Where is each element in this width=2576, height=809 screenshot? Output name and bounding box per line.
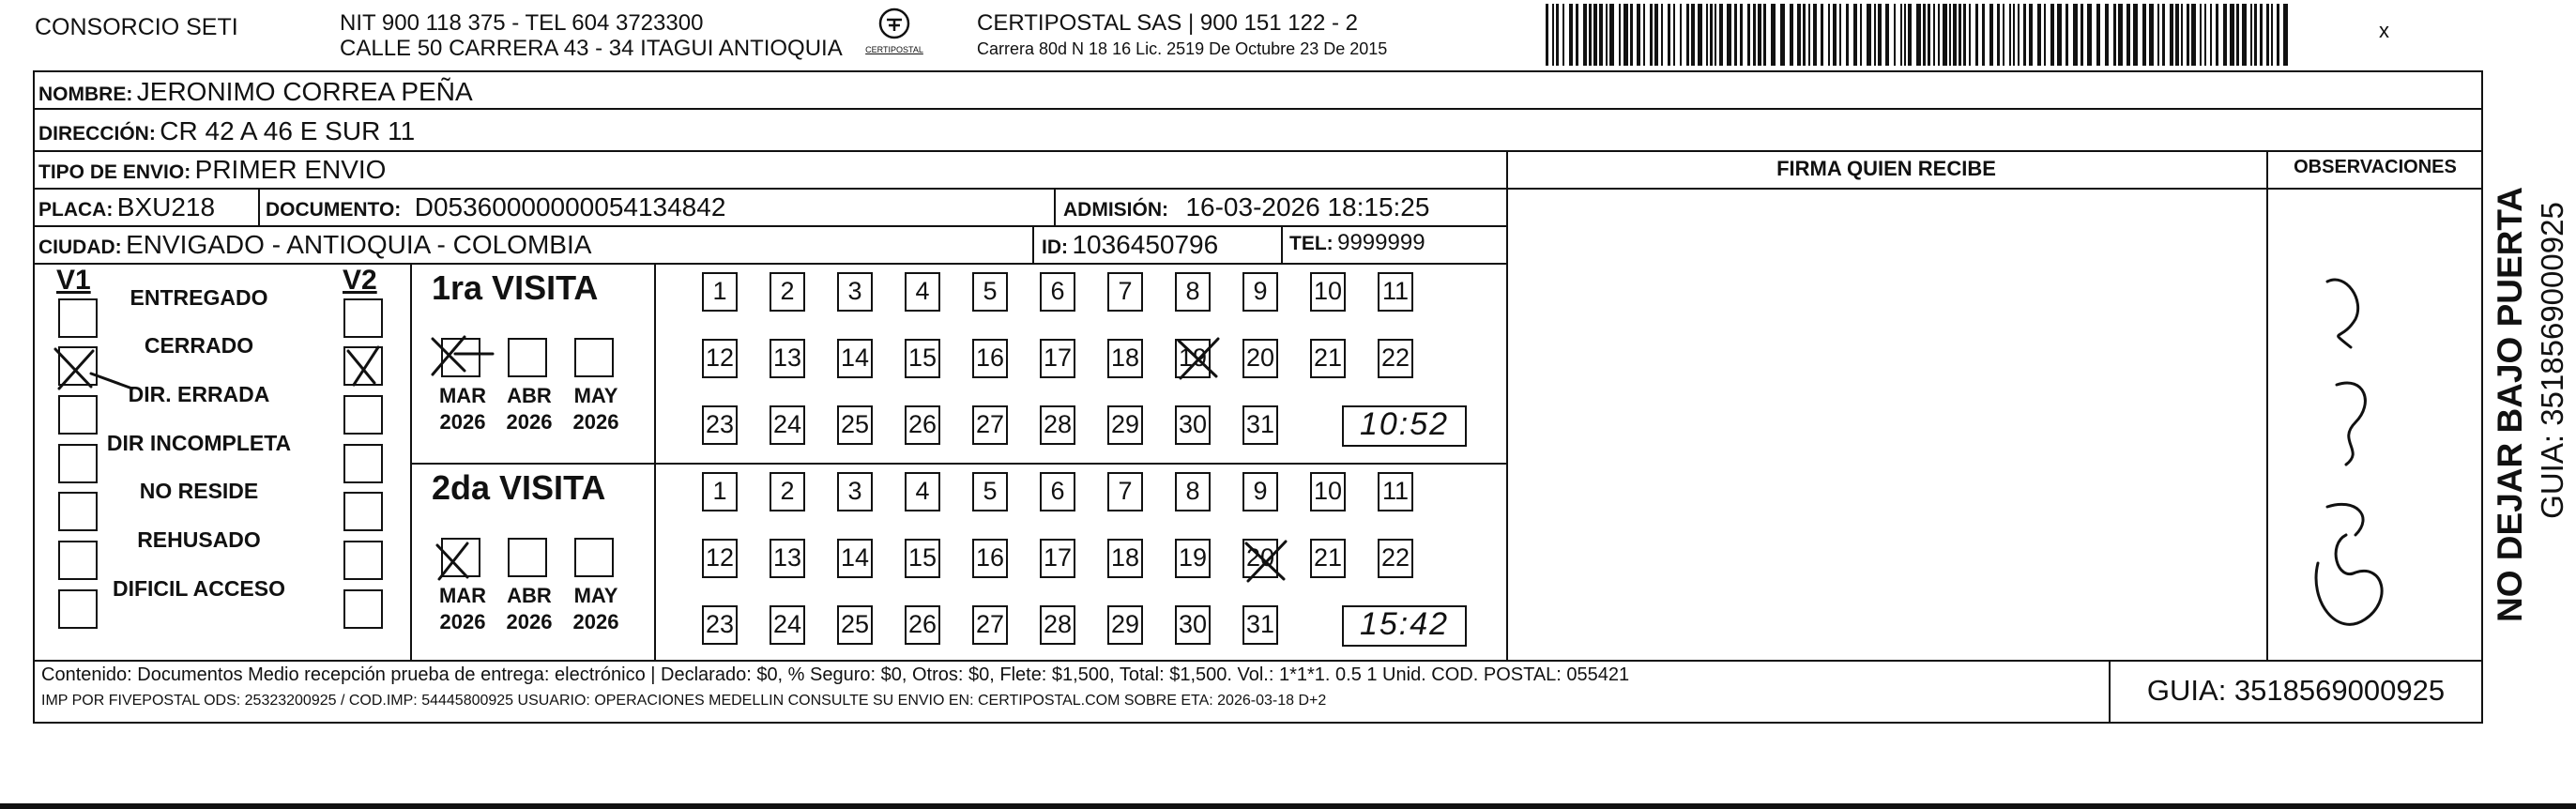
status-label: NO RESIDE [139,479,259,503]
barcode-bar [2271,4,2273,66]
barcode-bar [1763,4,1766,66]
barcode-bar [1619,4,1621,66]
side-no-dejar: NO DEJAR BAJO PUERTA [2491,187,2529,622]
day-box[interactable]: 28 [1040,405,1075,445]
id-value: 1036450796 [1072,230,1219,259]
barcode-bar [2113,4,2116,66]
status-v2-checkbox[interactable] [343,589,383,629]
barcode-bar [1771,4,1776,66]
barcode-bar [2223,4,2227,66]
visit-year-label: 2026 [439,610,486,633]
status-label: DIR INCOMPLETA [106,431,292,455]
barcode-bar [2191,4,2196,66]
barcode-bar [1562,4,1564,66]
barcode-bar [1900,4,1902,66]
documento-label: DOCUMENTO: [266,199,402,221]
barcode-bar [1706,4,1708,66]
barcode-bar [2181,4,2183,66]
direccion-value: CR 42 A 46 E SUR 11 [160,116,416,145]
day-box[interactable]: 12 [702,539,738,578]
day-box[interactable]: 31 [1242,605,1278,645]
barcode-bar [2037,4,2041,66]
logo-text: CERTIPOSTAL [865,45,923,54]
barcode-bar [1790,4,1793,66]
barcode-bar [2216,4,2218,66]
barcode-bar [1904,4,1906,66]
day-box[interactable]: 30 [1175,605,1211,645]
barcode-bar [1963,4,1966,66]
visit-month-label: ABR [507,384,552,407]
day-box[interactable]: 30 [1175,405,1211,445]
status-label: CERRADO [144,333,254,358]
day-box[interactable]: 27 [972,605,1008,645]
barcode-bar [2009,4,2011,66]
address-line: CALLE 50 CARRERA 43 - 34 ITAGUI ANTIOQUIA [340,36,843,61]
day-box[interactable]: 3 [837,272,873,312]
barcode-bar [1839,4,1841,66]
barcode-bar [1938,4,1940,66]
barcode-bar [1916,4,1921,66]
barcode-bar [1780,4,1785,66]
day-box[interactable]: 24 [770,605,805,645]
barcode-bar [1982,4,1985,66]
visit2-month-mark [430,538,477,585]
barcode-bar [2018,4,2020,66]
barcode-bar [1821,4,1823,66]
visit1-month-mark [427,333,497,380]
barcode-bar [1878,4,1882,66]
visit-month-label: MAR [438,384,487,407]
visit-time-box[interactable]: 10:52 [1342,405,1467,447]
barcode-bar [1969,4,1971,66]
visit-month-label: ABR [507,584,552,607]
day-box[interactable]: 12 [702,339,738,378]
barcode-bar [2187,4,2189,66]
placa-row [38,192,215,222]
visit-month-checkbox[interactable] [508,338,547,377]
day-box[interactable]: 9 [1242,472,1278,511]
barcode-bar [1740,4,1743,66]
status-label: DIR. ERRADA [128,382,270,406]
visit-month-label: MAY [573,384,618,407]
visit-year-label: 2026 [572,410,619,434]
documento-row [266,192,725,222]
direccion-row [38,116,415,146]
barcode-bar [1989,4,1993,66]
barcode-bar [2162,4,2165,66]
barcode-bar [1623,4,1628,66]
barcode-bar [1753,4,1756,66]
placa-value: BXU218 [116,192,216,221]
admision-row [1063,192,1429,222]
status-v2-checkbox[interactable] [343,298,383,338]
tipo-row [38,155,386,185]
cerrado-v2-check [341,343,388,390]
day-box[interactable]: 10 [1310,472,1346,511]
barcode-bar [1828,4,1830,66]
ciudad-value: ENVIGADO - ANTIOQUIA - COLOMBIA [126,230,592,259]
status-v2-checkbox[interactable] [343,492,383,531]
status-label: REHUSADO [137,527,261,552]
barcode-bar [1943,4,1947,66]
barcode-bar [1928,4,1930,66]
status-v2-checkbox[interactable] [343,541,383,580]
day-box[interactable]: 29 [1107,405,1143,445]
barcode-bar [1975,4,1978,66]
day-box[interactable]: 14 [837,539,873,578]
barcode-bar [2029,4,2033,66]
barcode-bar [1734,4,1737,66]
barcode-bar [1797,4,1801,66]
day-box[interactable]: 25 [837,405,873,445]
barcode-bar [2065,4,2068,66]
barcode-bar [1923,4,1926,66]
day-box[interactable]: 24 [770,405,805,445]
barcode-bar [2003,4,2004,66]
admision-label: ADMISIÓN: [1063,199,1168,221]
id-row [1042,230,1218,260]
placa-label: PLACA: [38,199,114,221]
admision-value: 16-03-2026 18:15:25 [1185,192,1430,221]
day-box[interactable]: 7 [1107,472,1143,511]
ciudad-label: CIUDAD: [38,237,122,258]
barcode-bar [2170,4,2173,66]
barcode-bar [1569,4,1573,66]
visit-year-label: 2026 [572,610,619,633]
day-box[interactable]: 26 [905,605,940,645]
day-box[interactable]: 18 [1107,339,1143,378]
barcode-bar [2230,4,2234,66]
barcode-bar [1747,4,1750,66]
barcode-bar [1758,4,1761,66]
direccion-label: DIRECCIÓN: [38,123,156,145]
day-box[interactable]: 15 [905,539,940,578]
barcode-bar [1599,4,1603,66]
documento-value: D05360000000054134842 [414,192,726,221]
visit-month-label: MAY [573,584,618,607]
status-label: ENTREGADO [130,285,268,310]
visit-month-label: MAR [438,584,487,607]
status-v2-checkbox[interactable] [343,444,383,483]
day-box[interactable]: 8 [1175,272,1211,312]
barcode-bar [1556,4,1559,66]
day-box[interactable]: 17 [1040,539,1075,578]
day-box[interactable]: 22 [1378,339,1413,378]
footer-imp: IMP POR FIVEPOSTAL ODS: 25323200925 / COD.IMP: 54445800925 USUARIO: OPERACIONES MEDELLIN CONSULTE SU ENVIO EN: CERTIPOSTAL.COM SOBRE ETA: 2026-03-18 D+2 [41,693,1327,709]
tipo-value: PRIMER ENVIO [194,155,387,184]
barcode-bar [2081,4,2083,66]
barcode-bar [1833,4,1837,66]
signature-scribble [2299,263,2412,648]
day-box[interactable]: 6 [1040,472,1075,511]
barcode-bar [2283,4,2288,66]
barcode-bar [1997,4,2000,66]
day-box[interactable]: 25 [837,605,873,645]
day-box[interactable]: 7 [1107,272,1143,312]
barcode-bar [1719,4,1723,66]
barcode-bar [2044,4,2046,66]
day-box[interactable]: 13 [770,339,805,378]
day-box[interactable]: 31 [1242,405,1278,445]
visit-month-checkbox[interactable] [574,538,614,577]
sender-name: CONSORCIO SETI [35,14,238,40]
barcode-bar [2254,4,2257,66]
barcode-bar [1668,4,1670,66]
visit-time-box[interactable]: 15:42 [1342,605,1467,647]
barcode-bar [2236,4,2239,66]
barcode-bar [2157,4,2159,66]
barcode-bar [1686,4,1689,66]
day-box[interactable]: 29 [1107,605,1143,645]
day-box[interactable]: 21 [1310,339,1346,378]
day-box[interactable]: 4 [905,272,940,312]
day-box[interactable]: 17 [1040,339,1075,378]
barcode-bar [1813,4,1817,66]
logo-icon [876,7,913,40]
barcode-bar [2096,4,2100,66]
barcode-bar [2023,4,2026,66]
day-box[interactable]: 5 [972,472,1008,511]
day-box[interactable]: 1 [702,472,738,511]
day-box[interactable]: 27 [972,405,1008,445]
barcode-bar [1589,4,1592,66]
barcode-bar [2118,4,2123,66]
barcode [1546,4,2292,66]
nit-line: NIT 900 118 375 - TEL 604 3723300 [340,10,704,36]
barcode-bar [1727,4,1731,66]
day-box[interactable]: 11 [1378,472,1413,511]
barcode-bar [2200,4,2202,66]
barcode-mark: x [2379,19,2389,42]
bottom-bar [0,803,2576,809]
barcode-bar [2057,4,2062,66]
id-label: ID: [1042,237,1068,258]
barcode-bar [1867,4,1871,66]
day-box[interactable]: 3 [837,472,873,511]
barcode-bar [1846,4,1849,66]
day-box[interactable]: 9 [1242,272,1278,312]
footer-guia: GUIA: 3518569000925 [2146,674,2446,707]
day-box[interactable]: 28 [1040,605,1075,645]
day-box[interactable]: 10 [1310,272,1346,312]
barcode-bar [1949,4,1951,66]
barcode-bar [1650,4,1653,66]
barcode-bar [1583,4,1587,66]
barcode-bar [2250,4,2252,66]
barcode-bar [2175,4,2179,66]
tel-row [1289,230,1425,256]
day-box[interactable]: 19 [1175,539,1211,578]
barcode-bar [2277,4,2279,66]
barcode-bar [1959,4,1961,66]
certipostal-logo [856,7,933,63]
v1-label: V1 [56,265,91,296]
barcode-bar [1710,4,1713,66]
barcode-bar [2133,4,2138,66]
barcode-bar [1593,4,1597,66]
visit1-day-mark [1173,335,1225,382]
barcode-bar [1654,4,1658,66]
tel-value: 9999999 [1337,230,1425,255]
footer-contenido: Contenido: Documentos Medio recepción prueba de entrega: electrónico | Declarado: $0, % Seguro: $0, Otros: $0, Flete: $1,500, Total: $1,500. Vol.: 1*1*1. 0.5 1 Unid. COD. POSTAL: 055421 [41,664,1630,685]
day-box[interactable]: 13 [770,539,805,578]
barcode-bar [2210,4,2212,66]
barcode-bar [2013,4,2015,66]
visit-title: 1ra VISITA [432,268,599,307]
status-label: DIFICIL ACCESO [112,576,285,601]
barcode-bar [1860,4,1862,66]
visit-month-checkbox[interactable] [508,538,547,577]
barcode-bar [1933,4,1935,66]
day-box[interactable]: 23 [702,405,738,445]
day-box[interactable]: 18 [1107,539,1143,578]
visit2-day-mark [1241,538,1292,585]
barcode-bar [2126,4,2130,66]
barcode-bar [1908,4,1912,66]
barcode-bar [1609,4,1614,66]
day-box[interactable]: 16 [972,339,1008,378]
day-box[interactable]: 8 [1175,472,1211,511]
visit-title: 2da VISITA [432,468,606,507]
day-box[interactable]: 14 [837,339,873,378]
day-box[interactable]: 20 [1242,539,1278,578]
day-box[interactable]: 26 [905,405,940,445]
day-box[interactable]: 22 [1378,539,1413,578]
barcode-bar [1803,4,1806,66]
visit-year-label: 2026 [506,410,553,434]
barcode-bar [1643,4,1645,66]
barcode-bar [2260,4,2263,66]
barcode-bar [1546,4,1548,66]
day-box[interactable]: 2 [770,272,805,312]
barcode-bar [1885,4,1889,66]
barcode-bar [2149,4,2154,66]
barcode-bar [2050,4,2054,66]
barcode-bar [1552,4,1554,66]
barcode-bar [1680,4,1682,66]
day-box[interactable]: 2 [770,472,805,511]
license-line: Carrera 80d N 18 16 Lic. 2519 De Octubre 23 De 2015 [977,39,1388,58]
barcode-bar [2087,4,2092,66]
barcode-bar [1894,4,1896,66]
nombre-label: NOMBRE: [38,84,133,105]
v2-label: V2 [343,265,377,296]
barcode-bar [1606,4,1608,66]
barcode-bar [2073,4,2078,66]
visit-month-checkbox[interactable] [574,338,614,377]
day-box[interactable]: 15 [905,339,940,378]
tipo-label: TIPO DE ENVIO: [38,161,191,183]
barcode-bar [1874,4,1876,66]
nombre-row [38,77,473,107]
day-box[interactable]: 23 [702,605,738,645]
barcode-bar [2142,4,2146,66]
barcode-bar [2204,4,2206,66]
barcode-bar [1698,4,1702,66]
barcode-bar [2105,4,2109,66]
barcode-bar [1953,4,1957,66]
day-box[interactable]: 6 [1040,272,1075,312]
barcode-bar [1808,4,1810,66]
company-line: CERTIPOSTAL SAS | 900 151 122 - 2 [977,10,1358,36]
day-box[interactable]: 5 [972,272,1008,312]
ciudad-row [38,230,591,260]
visit-year-label: 2026 [439,410,486,434]
barcode-bar [2242,4,2247,66]
day-box[interactable]: 1 [702,272,738,312]
status-v2-checkbox[interactable] [343,395,383,435]
barcode-bar [2266,4,2269,66]
observaciones-label: OBSERVACIONES [2294,157,2457,177]
day-box[interactable]: 20 [1242,339,1278,378]
cerrado-v1-check [52,345,136,394]
barcode-bar [1661,4,1663,66]
barcode-bar [1576,4,1578,66]
side-guia: GUIA: 3518569000925 [2535,202,2569,519]
day-box[interactable]: 21 [1310,539,1346,578]
day-box[interactable]: 19 [1175,339,1211,378]
day-box[interactable]: 4 [905,472,940,511]
barcode-bar [1853,4,1857,66]
barcode-bar [1691,4,1695,66]
barcode-bar [1715,4,1716,66]
barcode-bar [1673,4,1675,66]
nombre-value: JERONIMO CORREA PEÑA [136,77,473,106]
visit-year-label: 2026 [506,610,553,633]
firma-label: FIRMA QUIEN RECIBE [1776,157,1996,180]
tel-label: TEL: [1289,233,1334,254]
barcode-bar [1637,4,1640,66]
barcode-bar [1630,4,1633,66]
day-box[interactable]: 16 [972,539,1008,578]
day-box[interactable]: 11 [1378,272,1413,312]
